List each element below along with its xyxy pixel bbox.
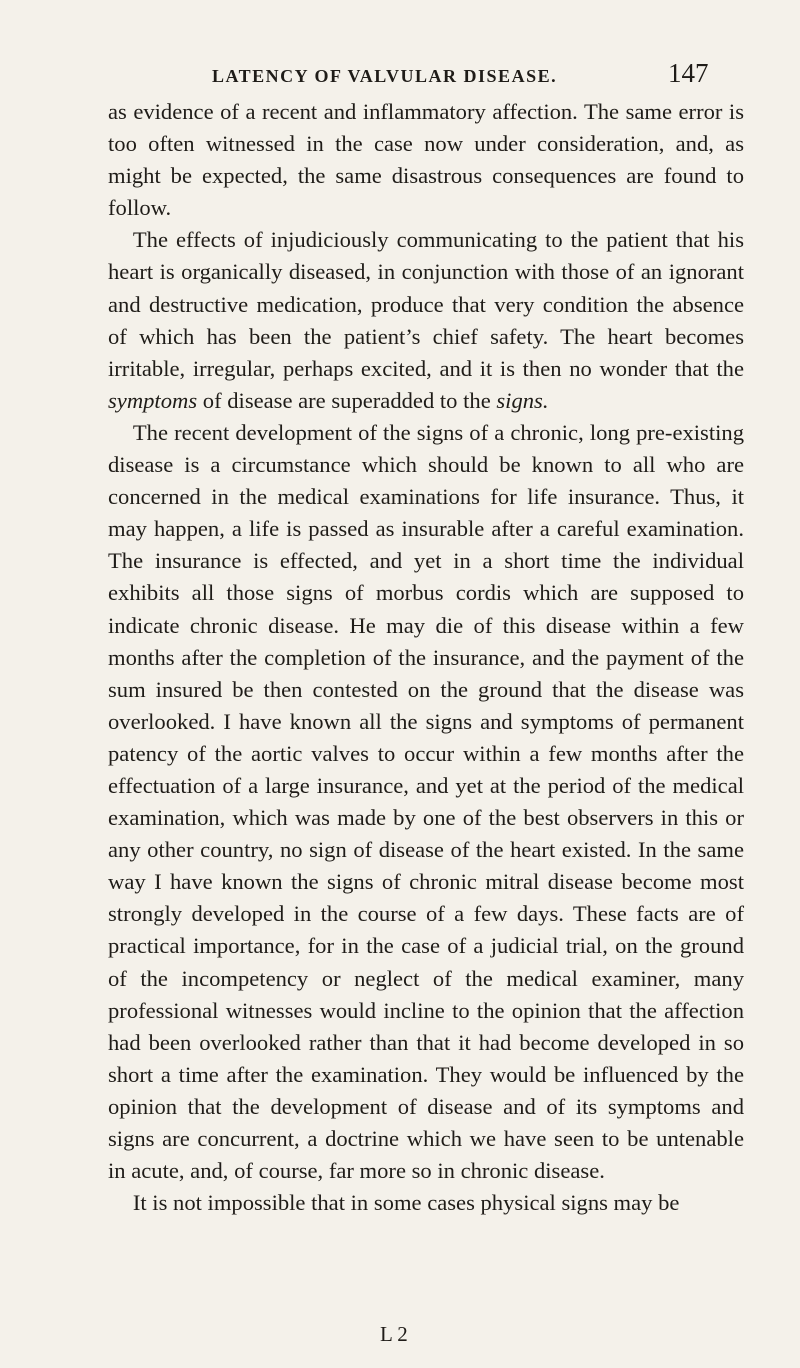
paragraph [108, 224, 744, 417]
signature-mark: L 2 [380, 1322, 408, 1346]
body-text [108, 96, 744, 1219]
paragraph [108, 1187, 744, 1219]
page-header [0, 50, 800, 90]
italic-text: signs. [496, 387, 549, 413]
paragraph-text: of disease are superadded to the [197, 387, 497, 413]
italic-text: symptoms [108, 387, 198, 413]
page-number: 147 [668, 58, 709, 88]
paragraph-text: The effects of injudiciously communicating to the patient that his heart is organically diseased, in conjunction with those of an ignorant and destructive medication, produce that very condition the absence of which has been the patient’s chief safety. The heart becomes irritable, irregular, perhaps excited, and it is then no wonder that the [108, 227, 744, 381]
page-footer [0, 1322, 800, 1352]
paragraph-text: It is not impossible that in some cases physical signs may be [132, 1190, 680, 1216]
running-title: LATENCY OF VALVULAR DISEASE. [212, 66, 558, 86]
paragraph-text: as evidence of a recent and inflammatory affection. The same error is too often witnessed in the case now under consideration, and, as might be expected, the same disastrous consequences are found to follow. [108, 99, 744, 221]
paragraph-text: The recent development of the signs of a chronic, long pre-existing disease is a circumstance which should be known to all who are concerned in the medical examinations for life insurance. Thus, it may happen, a life is passed as insurable after a careful examination. The insurance is effected, and yet in a short time the individual exhibits all those signs of morbus cordis which are supposed to indicate chronic disease. He may die of this disease within a few months after the completion of the insurance, and the payment of the sum insured be then contested on the ground that the disease was overlooked. I have known all the signs and symptoms of permanent patency of the aortic valves to occur within a few months after the effectuation of a large insurance, and yet at the period of the medical examination, which was made by one of the best observers in this or any other country, no sign of disease of the heart existed. In the same way I have known the signs of chronic mitral disease become most strongly developed in the course of a few days. These facts are of practical importance, for in the case of a judicial trial, on the ground of the incompetency or neglect of the medical examiner, many professional witnesses would incline to the opinion that the affection had been overlooked rather than that it had become developed in so short a time after the examination. They would be influenced by the opinion that the development of disease and of its symptoms and signs are concurrent, a doctrine which we have seen to be untenable in acute, and, of course, far more so in chronic disease. [108, 419, 744, 1184]
paragraph [108, 96, 744, 224]
paragraph [108, 417, 744, 1187]
